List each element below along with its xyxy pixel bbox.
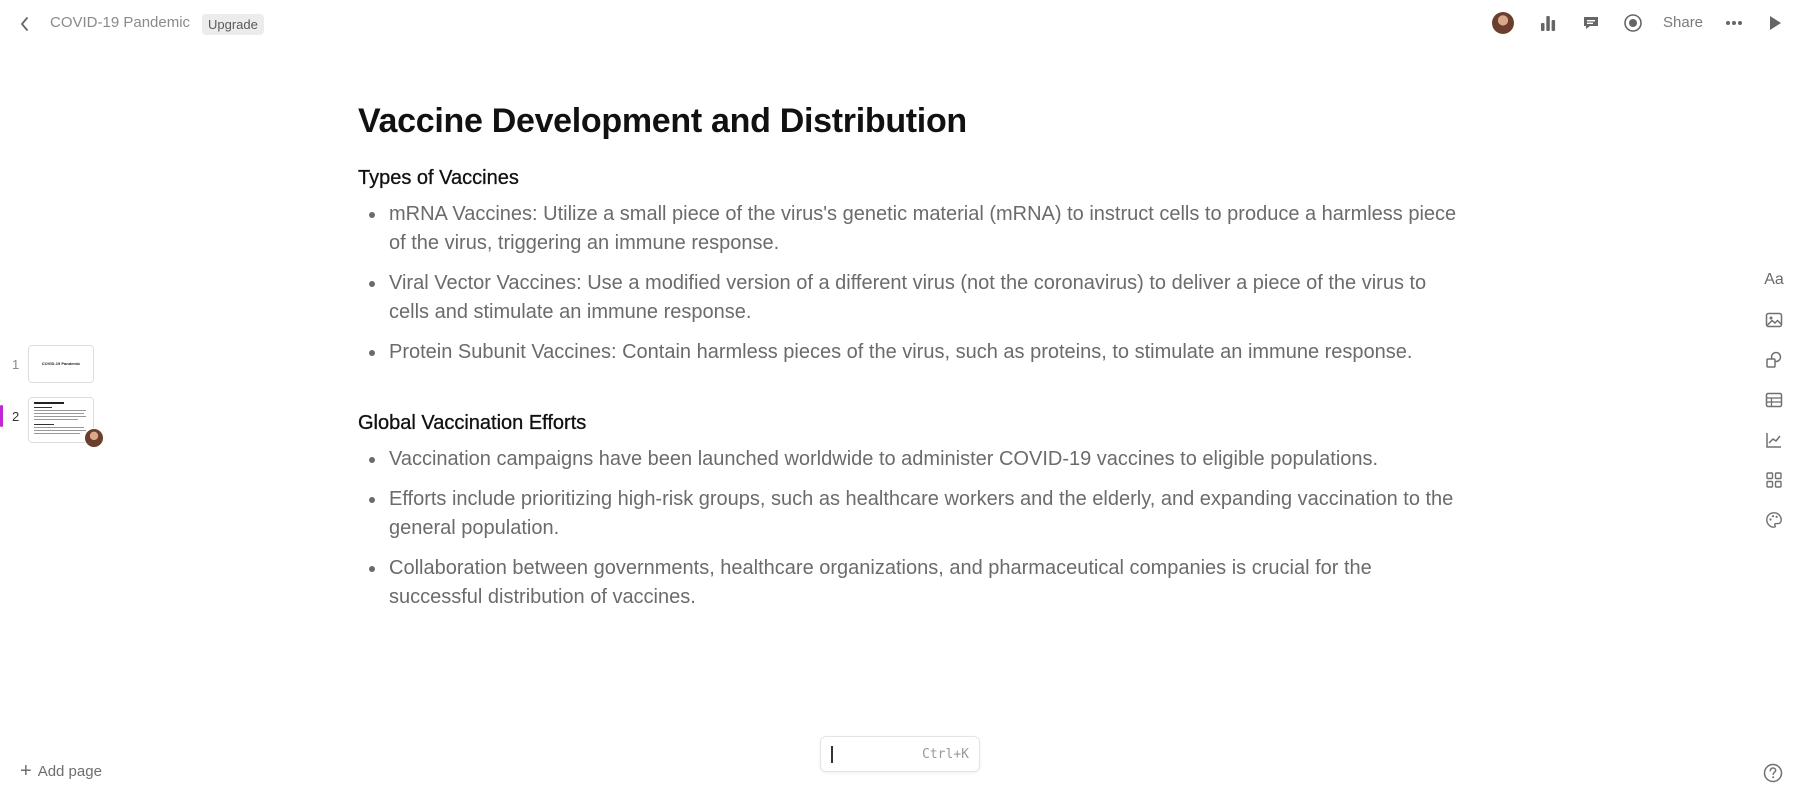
thumbnail-line bbox=[34, 402, 64, 404]
page-title[interactable]: Vaccine Development and Distribution bbox=[358, 102, 967, 140]
user-avatar[interactable] bbox=[1492, 12, 1514, 34]
more-options-button[interactable] bbox=[1723, 12, 1745, 34]
slide-number: 2 bbox=[12, 409, 20, 424]
thumbnail-line bbox=[34, 410, 86, 411]
top-bar bbox=[0, 0, 1800, 50]
slide-item-1[interactable] bbox=[0, 345, 110, 385]
collaborator-avatar bbox=[84, 428, 104, 448]
command-bar[interactable] bbox=[820, 736, 980, 772]
thumbnail-line bbox=[34, 424, 54, 425]
bar-chart-icon bbox=[1539, 14, 1557, 32]
command-input[interactable] bbox=[835, 743, 915, 765]
theme-button[interactable] bbox=[1763, 509, 1785, 531]
slide-thumbnail[interactable] bbox=[28, 345, 94, 383]
document-title[interactable]: COVID-19 Pandemic bbox=[50, 14, 191, 31]
table-icon bbox=[1765, 391, 1783, 409]
help-icon bbox=[1762, 762, 1784, 784]
play-button[interactable] bbox=[1764, 12, 1786, 34]
thumbnail-line bbox=[34, 419, 78, 420]
slide-content[interactable] bbox=[358, 98, 1458, 654]
grid-icon bbox=[1765, 471, 1783, 489]
add-page-button[interactable] bbox=[20, 760, 102, 782]
thumbnail-line bbox=[34, 430, 86, 431]
insert-table-button[interactable] bbox=[1763, 389, 1785, 411]
add-page-label: Add page bbox=[37, 763, 102, 780]
insert-image-button[interactable] bbox=[1763, 309, 1785, 331]
text-style-button[interactable] bbox=[1763, 269, 1785, 291]
play-icon bbox=[1768, 15, 1782, 31]
help-button[interactable] bbox=[1762, 762, 1784, 784]
thumbnail-line bbox=[34, 407, 52, 408]
insert-shape-button[interactable] bbox=[1763, 349, 1785, 371]
plus-icon: + bbox=[20, 760, 32, 782]
share-button[interactable]: Share bbox=[1663, 14, 1704, 31]
image-icon bbox=[1765, 311, 1783, 329]
thumbnail-line bbox=[34, 433, 80, 434]
back-button[interactable] bbox=[14, 13, 36, 35]
present-mode-button[interactable] bbox=[1622, 12, 1644, 34]
palette-icon bbox=[1765, 511, 1783, 529]
more-horizontal-icon bbox=[1725, 20, 1743, 26]
thumbnail-title: COVID-19 Pandemic bbox=[41, 361, 81, 366]
analytics-button[interactable] bbox=[1537, 12, 1559, 34]
shapes-icon bbox=[1765, 351, 1783, 369]
upgrade-button[interactable]: Upgrade bbox=[202, 14, 264, 35]
text-cursor bbox=[831, 746, 833, 763]
record-icon bbox=[1623, 13, 1643, 33]
thumbnail-line bbox=[34, 413, 84, 414]
list-item[interactable]: Vaccination campaigns have been launched worldwide to administer COVID-19 vaccines to eligible populations. bbox=[358, 445, 1458, 474]
list-item[interactable]: Efforts include prioritizing high-risk groups, such as healthcare workers and the elderly, and expanding vaccination to the general population. bbox=[358, 485, 1458, 543]
comment-icon bbox=[1582, 14, 1600, 32]
thumbnail-line bbox=[34, 427, 84, 428]
thumbnail-line bbox=[34, 416, 86, 417]
comments-button[interactable] bbox=[1580, 12, 1602, 34]
shortcut-hint: Ctrl+K bbox=[922, 747, 969, 762]
insert-embed-button[interactable] bbox=[1763, 469, 1785, 491]
list-item[interactable]: Protein Subunit Vaccines: Contain harmless pieces of the virus, such as proteins, to stimulate an immune response. bbox=[358, 338, 1458, 367]
slide-number: 1 bbox=[12, 357, 20, 372]
bullet-list bbox=[358, 200, 1458, 367]
section-heading[interactable]: Types of Vaccines bbox=[358, 167, 519, 189]
bullet-list bbox=[358, 445, 1458, 612]
insert-chart-button[interactable] bbox=[1763, 429, 1785, 451]
text-style-label: Aa bbox=[1764, 271, 1784, 288]
line-chart-icon bbox=[1765, 431, 1783, 449]
list-item[interactable]: Viral Vector Vaccines: Use a modified version of a different virus (not the coronavirus) to deliver a piece of the virus to cells and stimulate an immune response. bbox=[358, 269, 1458, 327]
list-item[interactable]: Collaboration between governments, healthcare organizations, and pharmaceutical companies is crucial for the successful distribution of vaccines. bbox=[358, 554, 1458, 612]
section-heading[interactable]: Global Vaccination Efforts bbox=[358, 412, 587, 434]
list-item[interactable]: mRNA Vaccines: Utilize a small piece of the virus's genetic material (mRNA) to instruct cells to produce a harmless piece of the virus, triggering an immune response. bbox=[358, 200, 1458, 258]
chevron-left-icon bbox=[19, 16, 31, 32]
